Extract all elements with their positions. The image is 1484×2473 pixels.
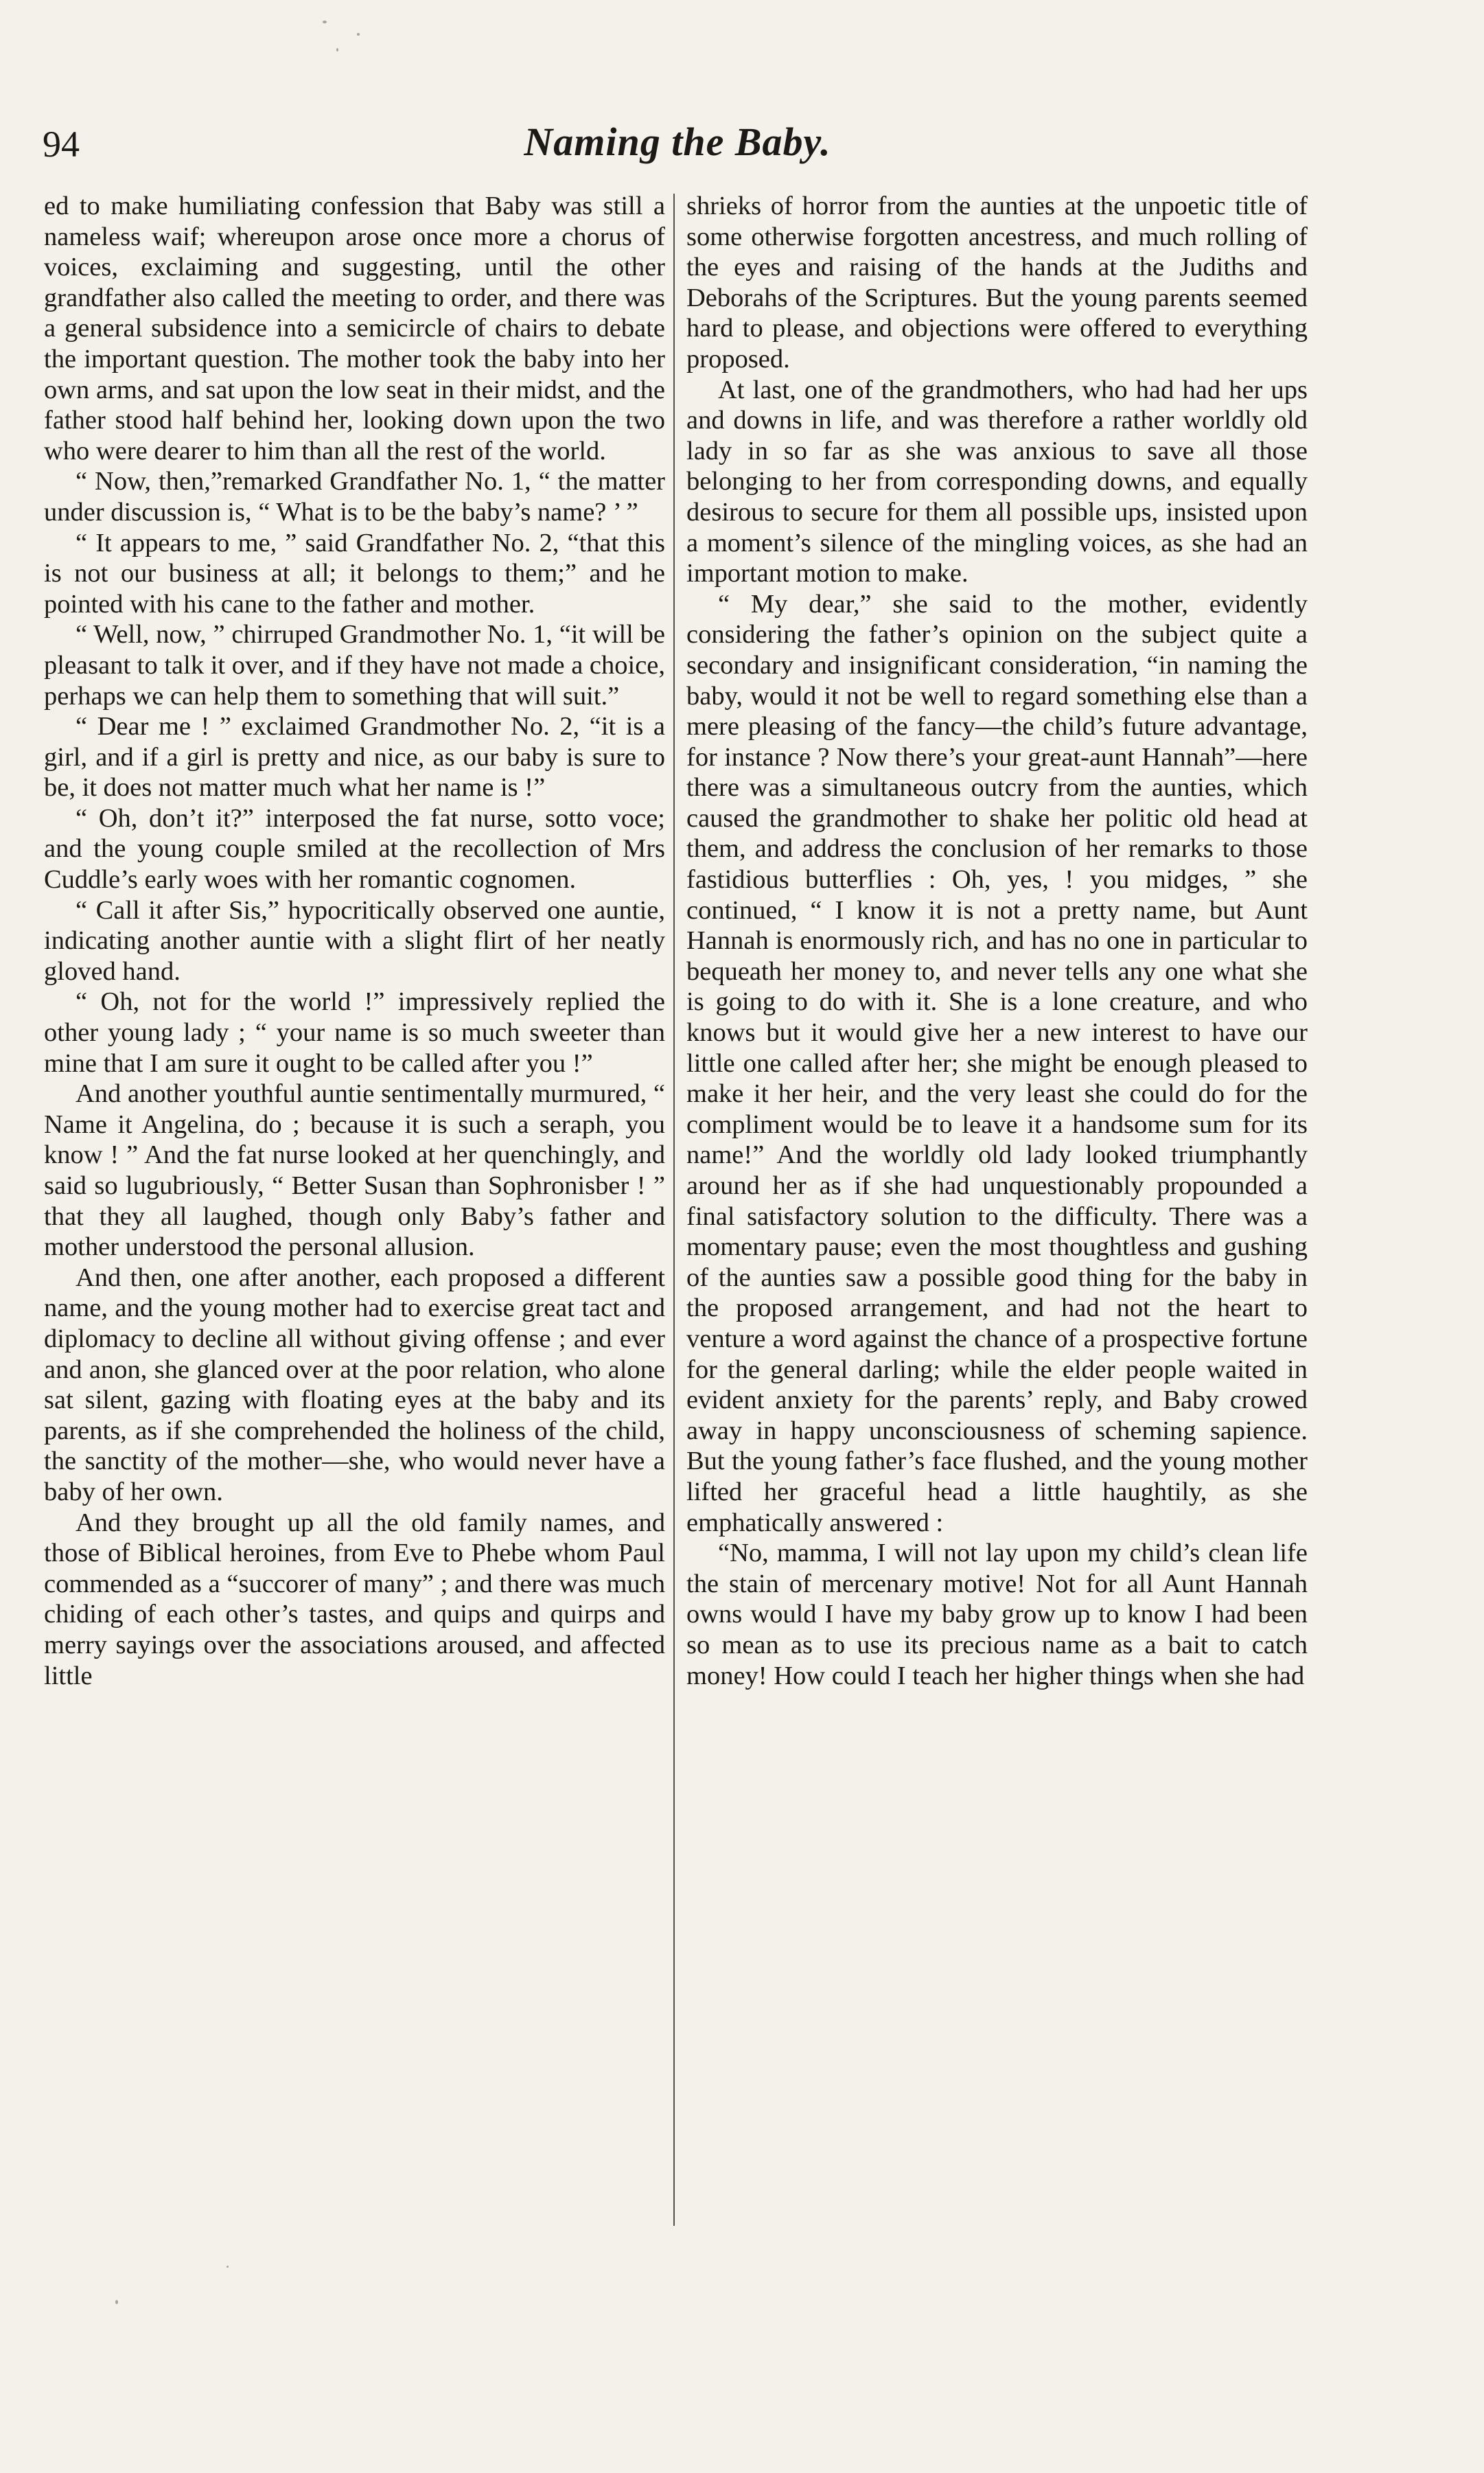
- column-divider: [673, 194, 675, 2226]
- paragraph: “ It appears to me, ” said Grandfather No. 2, “that this is not our business at all; it belongs to them;” and he pointed with his cane to the father and mother.: [44, 528, 665, 619]
- page-number: 94: [43, 124, 80, 165]
- left-column: [44, 191, 665, 2237]
- right-column: [686, 191, 1308, 2237]
- paragraph: And they brought up all the old family names, and those of Biblical heroines, from Eve to Phebe whom Paul commended as a “succorer of many” ; and there was much chiding of each other’s tastes, and quips and quirps and merry sayings over the associations aroused, and affected little: [44, 1508, 665, 1690]
- running-head: [43, 115, 1312, 177]
- paragraph: And then, one after another, each proposed a different name, and the young mother had to exercise great tact and diplomacy to decline all without giving offense ; and ever and anon, she glanced over at the poor relation, who alone sat silent, gazing with floating eyes at the baby and its parents, as if she comprehended the holiness of the child, the sanctity of the mother—she, who would never have a baby of her own.: [44, 1263, 665, 1506]
- paragraph: “ Oh, not for the world !” impressively replied the other young lady ; “ your name is so much sweeter than mine that I am sure it ought to be called after you !”: [44, 987, 665, 1078]
- paragraph: “ Now, then,”remarked Grandfather No. 1, “ the matter under discussion is, “ What is to be the baby’s name? ’ ”: [44, 467, 665, 527]
- paper-speck: [357, 33, 360, 36]
- paragraph: “ Oh, don’t it?” interposed the fat nurse, sotto voce; and the young couple smiled at the recollection of Mrs Cuddle’s early woes with her romantic cognomen.: [44, 803, 665, 895]
- paragraph: shrieks of horror from the aunties at the unpoetic title of some otherwise forgotten ancestress, and much rolling of the eyes and raising of the hands at the Judiths and Deborahs of the Scriptures. But the young parents seemed hard to please, and objections were offered to everything proposed.: [686, 192, 1308, 373]
- paragraph: ed to make humiliating confession that Baby was still a nameless waif; whereupon arose once more a chorus of voices, exclaiming and suggesting, until the other grandfather also called the meeting to order, and there was a general subsidence into a semicircle of chairs to debate the important question. The mother took the baby into her own arms, and sat upon the low seat in their midst, and the father stood half behind her, looking down upon the two who were dearer to him than all the rest of the world.: [44, 192, 665, 465]
- paper-speck: [115, 2300, 118, 2304]
- paper-speck: [336, 48, 338, 51]
- paragraph: “ My dear,” she said to the mother, evidently considering the father’s opinion on the subject quite a secondary and insignificant consideration, “in naming the baby, would it not be well to regard something else than a mere pleasing of the fancy—the child’s future advantage, for instance ? Now there’s your great-aunt Hannah”—here there was a simultaneous outcry from the aunties, which caused the grandmother to shake her politic old head at them, and address the conclusion of her remarks to those fastidious butterflies : Oh, yes, ! you midges, ” she continued, “ I know it is not a pretty name, but Aunt Hannah is enormously rich, and has no one in particular to bequeath her money to, and never tells any one what she is going to do with it. She is a lone creature, and who knows but it would give her a new interest to have our little one called after her; she might be enough pleased to make it her heir, and the very least she could do for the compliment would be to leave it a handsome sum for its name!” And the worldly old lady looked triumphantly around her as if she had unquestionably propounded a final satisfactory solution to the difficulty. There was a momentary pause; even the most thoughtless and gushing of the aunties saw a possible good thing for the baby in the proposed arrangement, and had not the heart to venture a word against the chance of a prospective fortune for the general darling; while the elder people waited in evident anxiety for the parents’ reply, and Baby crowed away in happy unconsciousness of scheming sapience. But the young father’s face flushed, and the young mother lifted her graceful head a little haughtily, as she emphatically answered :: [686, 589, 1308, 1537]
- running-title: Naming the Baby.: [524, 119, 831, 164]
- paragraph: And another youthful auntie sentimentally murmured, “ Name it Angelina, do ; because it is such a seraph, you know ! ” And the fat nurse looked at her quenchingly, and said so lugubriously, “ Better Susan than Sophronisber ! ” that they all laughed, though only Baby’s father and mother understood the personal allusion.: [44, 1079, 665, 1262]
- paper-speck: [323, 21, 327, 23]
- paragraph: “ Well, now, ” chirruped Grandmother No. 1, “it will be pleasant to talk it over, and if they have not made a choice, perhaps we can help them to something that will suit.”: [44, 620, 665, 711]
- paper-speck: [227, 2266, 229, 2268]
- paragraph: “ Dear me ! ” exclaimed Grandmother No. 2, “it is a girl, and if a girl is pretty and nice, as our baby is sure to be, it does not matter much what her name is !”: [44, 712, 665, 803]
- paragraph: “No, mamma, I will not lay upon my child’s clean life the stain of mercenary motive! Not for all Aunt Hannah owns would I have my baby grow up to know I had been so mean as to use its precious name as a bait to catch money! How could I teach her higher things when she had: [686, 1539, 1308, 1690]
- paragraph: “ Call it after Sis,” hypocritically observed one auntie, indicating another auntie with a slight flirt of her neatly gloved hand.: [44, 895, 665, 986]
- paragraph: At last, one of the grandmothers, who had had her ups and downs in life, and was therefore a rather worldly old lady in so far as she was anxious to save all those belonging to her from corresponding downs, and equally desirous to secure for them all possible ups, insisted upon a moment’s silence of the mingling voices, as she had an important motion to make.: [686, 375, 1308, 588]
